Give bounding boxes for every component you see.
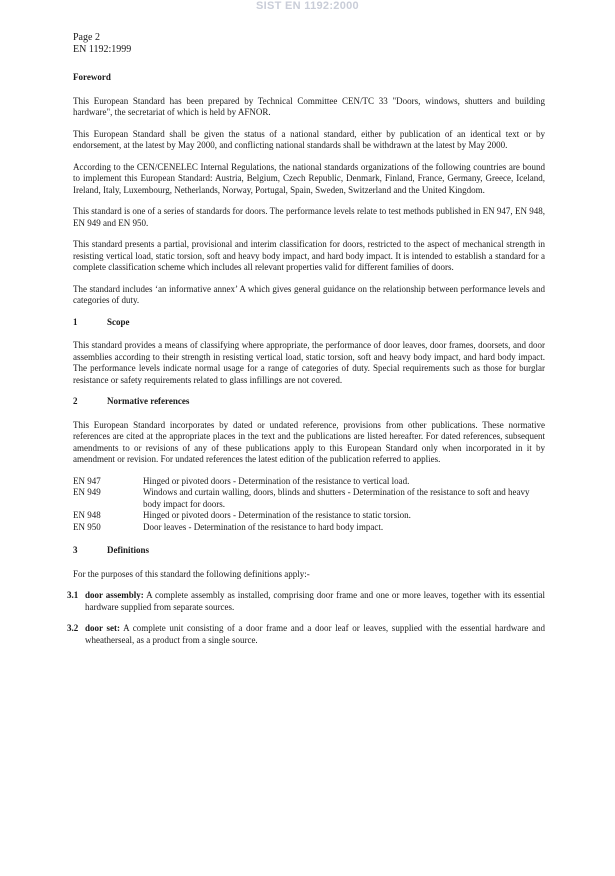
section-title: Definitions [107, 545, 150, 555]
definition-body: A complete unit consisting of a door frame and a door leaf or leaves, supplied with the essential hardware and wheatherseal, as a product from a single source. [85, 623, 545, 645]
definition-item [67, 623, 545, 646]
foreword-paragraph: According to the CEN/CENELEC Internal Regulations, the national standards organizations of the following countries are bound to implement this European Standard: Austria, Belgium, Czech Republic, Denmark, Finland, France, Germany, Greece, Iceland, Ireland, Italy, Luxembourg, Netherlands, Norway, Portugal, Spain, Sweden, Switzerland and the United Kingdom. [73, 161, 545, 195]
reference-code: EN 948 [73, 510, 101, 520]
reference-item [73, 476, 545, 488]
foreword-paragraph: This standard is one of a series of standards for doors. The performance levels relate to test methods published in EN 947, EN 948, EN 949 and EN 950. [73, 206, 545, 228]
section-number: 1 [73, 316, 78, 327]
reference-title: Door leaves - Determination of the resistance to hard body impact. [143, 521, 384, 532]
definition-number: 3.2 [67, 623, 79, 633]
definition-item [67, 590, 545, 613]
reference-code: EN 949 [73, 487, 101, 497]
definition-term: door set: [85, 623, 120, 633]
reference-item [73, 522, 545, 534]
definitions-heading [73, 545, 545, 557]
reference-code: EN 950 [73, 521, 101, 532]
page-header [73, 32, 131, 56]
reference-title: Hinged or pivoted doors - Determination of the resistance to vertical load. [143, 475, 410, 486]
standard-number: EN 1192:1999 [73, 44, 132, 55]
section-title: Normative references [107, 396, 190, 406]
foreword-paragraph: This standard presents a partial, provisional and interim classification for doors, restricted to the aspect of mechanical strength in resisting vertical load, static torsion, soft and heavy body impact, and hard body impact. It is intended to establish a standard for a complete classification scheme which includes all relevant properties valid for different families of doors. [73, 239, 545, 272]
normative-heading [73, 396, 545, 408]
watermark: SIST EN 1192:2000 [256, 0, 359, 12]
normative-paragraph: This European Standard incorporates by dated or undated reference, provisions from other publications. These normative references are cited at the appropriate places in the text and the publications are listed hereafter. For dated references, subsequent amendments to or revisions of any of these publications apply to this European Standard only when incorporated in it by amendment or revision. For undated references the latest edition of the publication referred to applies. [73, 419, 545, 464]
reference-item [73, 510, 545, 522]
scope-heading [73, 317, 545, 329]
definition-text [85, 623, 545, 646]
section-number: 3 [73, 545, 78, 555]
section-title: Scope [107, 316, 130, 327]
foreword-paragraph: This European Standard has been prepared by Technical Committee CEN/TC 33 "Doors, windows, shutters and building hardware", the secretariat of which is held by AFNOR. [73, 95, 545, 117]
page-number: Page 2 [73, 32, 100, 43]
foreword-paragraph: This European Standard shall be given the status of a national standard, either by publication of an identical text or by endorsement, at the latest by May 2000, and conflicting national standards shall be withdrawn at the latest by May 2000. [73, 128, 545, 150]
reference-title: Windows and curtain walling, doors, blinds and shutters - Determination of the resistance to soft and heavy body impact for doors. [143, 487, 530, 509]
scope-paragraph: This standard provides a means of classifying where appropriate, the performance of door leaves, door frames, doorsets, and door assemblies according to their strength in resisting vertical load, static torsion, soft and heavy body impact, and hard body impact. The performance levels indicate normal usage for a range of categories of duty. Special requirements such as those for burglar resistance or safety requirements related to glass infillings are not covered. [73, 340, 545, 385]
definitions-intro: For the purposes of this standard the following definitions apply:- [73, 568, 310, 579]
foreword-paragraph: The standard includes ‘an informative annex’ A which gives general guidance on the relationship between performance levels and categories of duty. [73, 283, 545, 305]
document-body [67, 72, 545, 656]
definition-text [85, 590, 545, 613]
definition-number: 3.1 [67, 590, 79, 600]
section-number: 2 [73, 396, 78, 406]
reference-code: EN 947 [73, 475, 101, 486]
definition-term: door assembly: [85, 590, 144, 600]
definition-body: A complete assembly as installed, comprising door frame and one or more leaves, together with its essential hardware supplied from separate sources. [85, 590, 545, 612]
reference-title: Hinged or pivoted doors - Determination of the resistance to static torsion. [143, 510, 411, 520]
reference-item [73, 487, 545, 510]
reference-list [73, 476, 545, 534]
foreword-heading: Foreword [73, 72, 111, 82]
